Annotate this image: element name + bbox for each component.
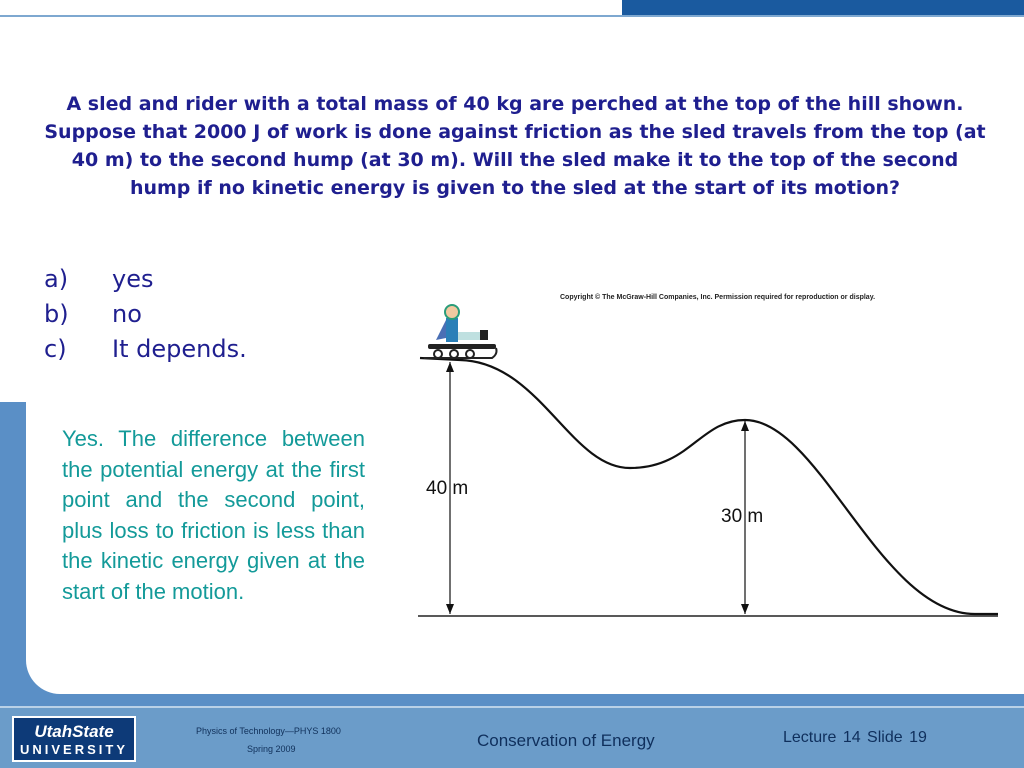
option-letter: c) (44, 335, 67, 363)
content-area-corner (26, 650, 1024, 694)
term: Spring 2009 (247, 744, 296, 754)
option-c[interactable] (44, 332, 247, 367)
course-name: Physics of Technology—PHYS 1800 (196, 726, 341, 736)
option-text: yes (112, 265, 154, 293)
logo-line-2: UNIVERSITY (19, 742, 128, 757)
option-letter: a) (44, 265, 69, 293)
arrowhead-up-40 (446, 362, 454, 372)
option-letter: b) (44, 300, 69, 328)
question-text: A sled and rider with a total mass of 40 kg are perched at the top of the hill shown. Suppose that 2000 J of work is done against friction as the sled travels from the top (at 40 m) to the second hump (at 30 m). Will the sled make it to the top of the second hump if no kinetic energy is given to the sled at the start of its motion? (44, 93, 986, 199)
sled-rider-icon (424, 305, 497, 358)
answer-explanation: Yes. The difference between the potential energy at the first point and the second point, plus loss to friction is less than the kinetic energy given at the start of the motion. (62, 426, 365, 604)
top-accent-line (0, 15, 1024, 17)
answer-options (44, 262, 247, 367)
option-text: It depends. (112, 335, 247, 363)
copyright-notice: Copyright © The McGraw-Hill Companies, Inc. Permission required for reproduction or display. (560, 294, 876, 301)
arrowhead-down-40 (446, 604, 454, 614)
option-text: no (112, 300, 142, 328)
option-b[interactable] (44, 297, 247, 332)
hill-curve (420, 358, 998, 614)
hill-figure (408, 286, 1008, 626)
university-logo (12, 716, 136, 762)
lecture-slide-number: Lecture 14 Slide 19 (783, 729, 927, 746)
logo-line-1: UtahState (34, 722, 114, 741)
option-a[interactable] (44, 262, 247, 297)
height-label-30: 30 m (721, 506, 764, 527)
lecture-topic: Conservation of Energy (477, 731, 655, 750)
top-accent-bar (622, 0, 1024, 15)
arrowhead-up-30 (741, 421, 749, 431)
height-label-40: 40 m (426, 478, 469, 499)
arrowhead-down-30 (741, 604, 749, 614)
